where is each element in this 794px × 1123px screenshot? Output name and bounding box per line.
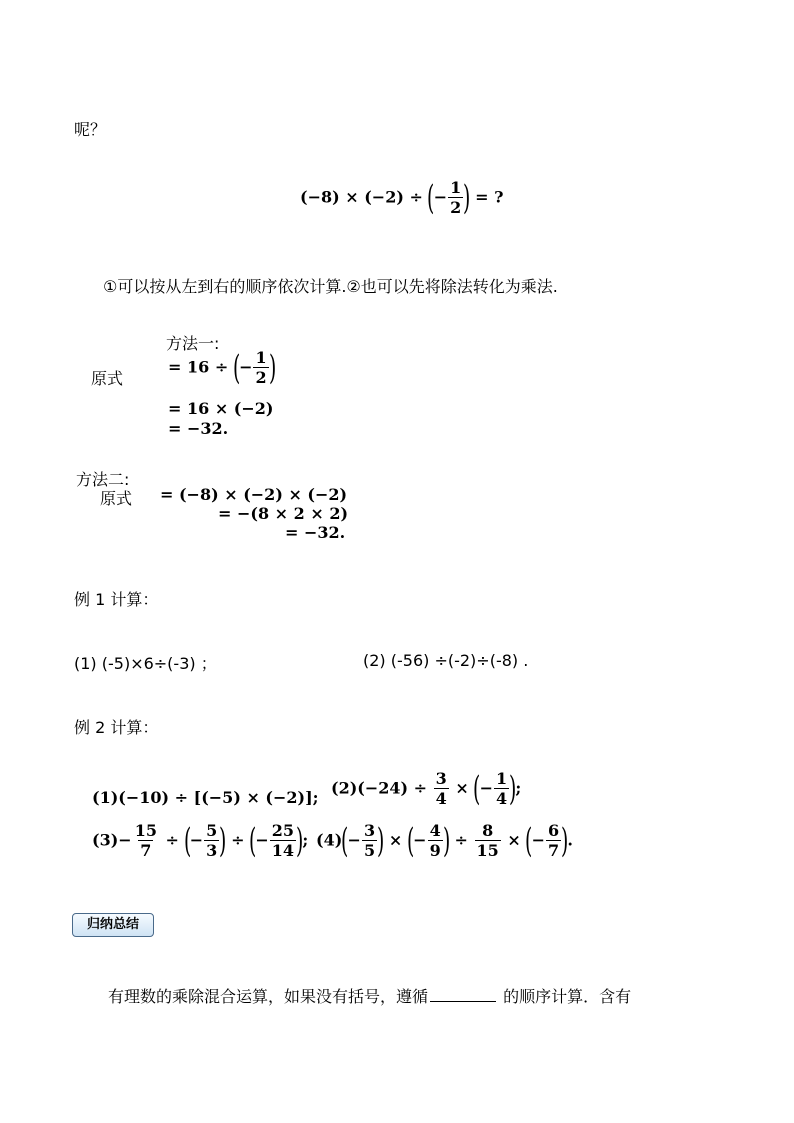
minus-sign: − xyxy=(347,830,361,850)
numerator: 1 xyxy=(496,769,508,788)
minus-sign: − xyxy=(433,187,448,207)
denominator: 7 xyxy=(548,841,560,860)
denominator: 2 xyxy=(255,368,267,387)
minus-sign: − xyxy=(479,778,493,798)
fraction xyxy=(204,823,219,859)
example2-q2: (2)(−24) ÷ $\frac{3}{4}$ × (− $\frac{1}{4}$ ); xyxy=(331,769,522,809)
formula-part: = ? xyxy=(469,187,504,207)
fraction xyxy=(270,823,296,859)
example2-q4: (4)(− $\frac{3}{5}$ ) × (− $\frac{4}{9}$ ) ÷ $\frac{8}{15}$ × (− $\frac{6}{7}$ ). xyxy=(316,821,573,861)
minus-sign: − xyxy=(531,830,546,850)
numerator: 15 xyxy=(134,821,157,840)
formula-part: = 16 ÷ xyxy=(168,357,234,377)
summary-badge: 归纳总结 xyxy=(72,913,154,937)
formula-part: (−8) × (−2) ÷ xyxy=(300,187,429,207)
example2-title: 例 2 计算： xyxy=(74,718,159,737)
formula-part: ÷ xyxy=(159,830,185,850)
method2-label: 原式 xyxy=(100,489,133,508)
method1-line2: = 16 × (−2) xyxy=(168,399,274,418)
denominator: 15 xyxy=(476,841,499,860)
fraction xyxy=(475,823,501,859)
example1-q2: (2) (-56) ÷(-2)÷(-8) . xyxy=(363,651,529,670)
formula-part: ÷ xyxy=(225,830,251,850)
method1-line1: = 16 ÷ (− $\frac{1}{2}$ ) xyxy=(168,348,276,388)
method2-line2: = −(8 × 2 × 2) xyxy=(218,504,349,523)
numerator: 4 xyxy=(429,821,441,840)
fill-in-blank[interactable] xyxy=(430,985,496,1002)
minus-sign: − xyxy=(413,830,427,850)
numerator: 8 xyxy=(482,821,494,840)
denominator: 2 xyxy=(450,198,462,217)
method1-title: 方法一: xyxy=(166,334,220,353)
formula-part: × xyxy=(449,778,475,798)
denominator: 7 xyxy=(140,841,152,860)
formula-part: × xyxy=(383,830,408,850)
fraction xyxy=(546,823,561,859)
intro-text: 呢？ xyxy=(74,120,107,139)
example2-q1: (1)(−10) ÷ [(−5) × (−2)]; xyxy=(92,788,319,807)
summary-text-part: 有理数的乘除混合运算，如果没有括号，遵循 xyxy=(108,987,429,1006)
numerator: 25 xyxy=(271,821,295,840)
numerator: 3 xyxy=(363,821,376,840)
method2-line3: = −32. xyxy=(285,523,346,542)
denominator: 5 xyxy=(363,841,376,860)
method1-label: 原式 xyxy=(91,369,124,388)
denominator: 9 xyxy=(429,841,441,860)
fraction xyxy=(253,350,268,386)
fraction xyxy=(434,771,449,807)
method1-line3: = −32. xyxy=(168,419,229,438)
method2-title: 方法二: xyxy=(76,470,130,489)
minus-sign: − xyxy=(239,357,253,377)
formula-part: (3)− xyxy=(92,830,132,850)
numerator: 1 xyxy=(255,348,267,367)
formula-part: × xyxy=(501,830,527,850)
fraction xyxy=(133,823,159,859)
example1-q1: (1) (-5)×6÷(-3) ； xyxy=(74,654,217,673)
denominator: 4 xyxy=(435,789,447,808)
summary-text-part: 的顺序计算．含有 xyxy=(498,987,632,1006)
fraction xyxy=(494,771,509,807)
fraction xyxy=(362,823,377,859)
example1-title: 例 1 计算： xyxy=(74,590,159,609)
numerator: 6 xyxy=(548,821,560,840)
formula-part: . xyxy=(567,830,573,850)
question-formula: (−8) × (−2) ÷ (− $\frac{1}{2}$ ) = ? xyxy=(300,178,504,218)
example2-q3: (3)− $\frac{15}{7}$ ÷ (− $\frac{5}{3}$ ) ÷ (− $\frac{25}{14}$ ); xyxy=(92,821,309,861)
denominator: 14 xyxy=(271,841,295,860)
denominator: 3 xyxy=(206,841,218,860)
numerator: 3 xyxy=(435,769,447,788)
minus-sign: − xyxy=(189,830,204,850)
fraction xyxy=(448,180,463,216)
minus-sign: − xyxy=(255,830,269,850)
formula-part: (4) xyxy=(316,830,343,850)
summary-text xyxy=(108,984,631,1007)
method2-line1: = (−8) × (−2) × (−2) xyxy=(160,485,348,504)
denominator: 4 xyxy=(496,789,508,808)
numerator: 5 xyxy=(206,821,218,840)
formula-part: ; xyxy=(515,778,522,798)
formula-part: ÷ xyxy=(448,830,474,850)
formula-part: ; xyxy=(302,830,309,850)
formula-part: (2)(−24) ÷ xyxy=(331,778,433,798)
numerator: 1 xyxy=(450,178,462,197)
fraction xyxy=(428,823,443,859)
hint-text: ①可以按从左到右的顺序依次计算.②也可以先将除法转化为乘法. xyxy=(103,277,558,296)
